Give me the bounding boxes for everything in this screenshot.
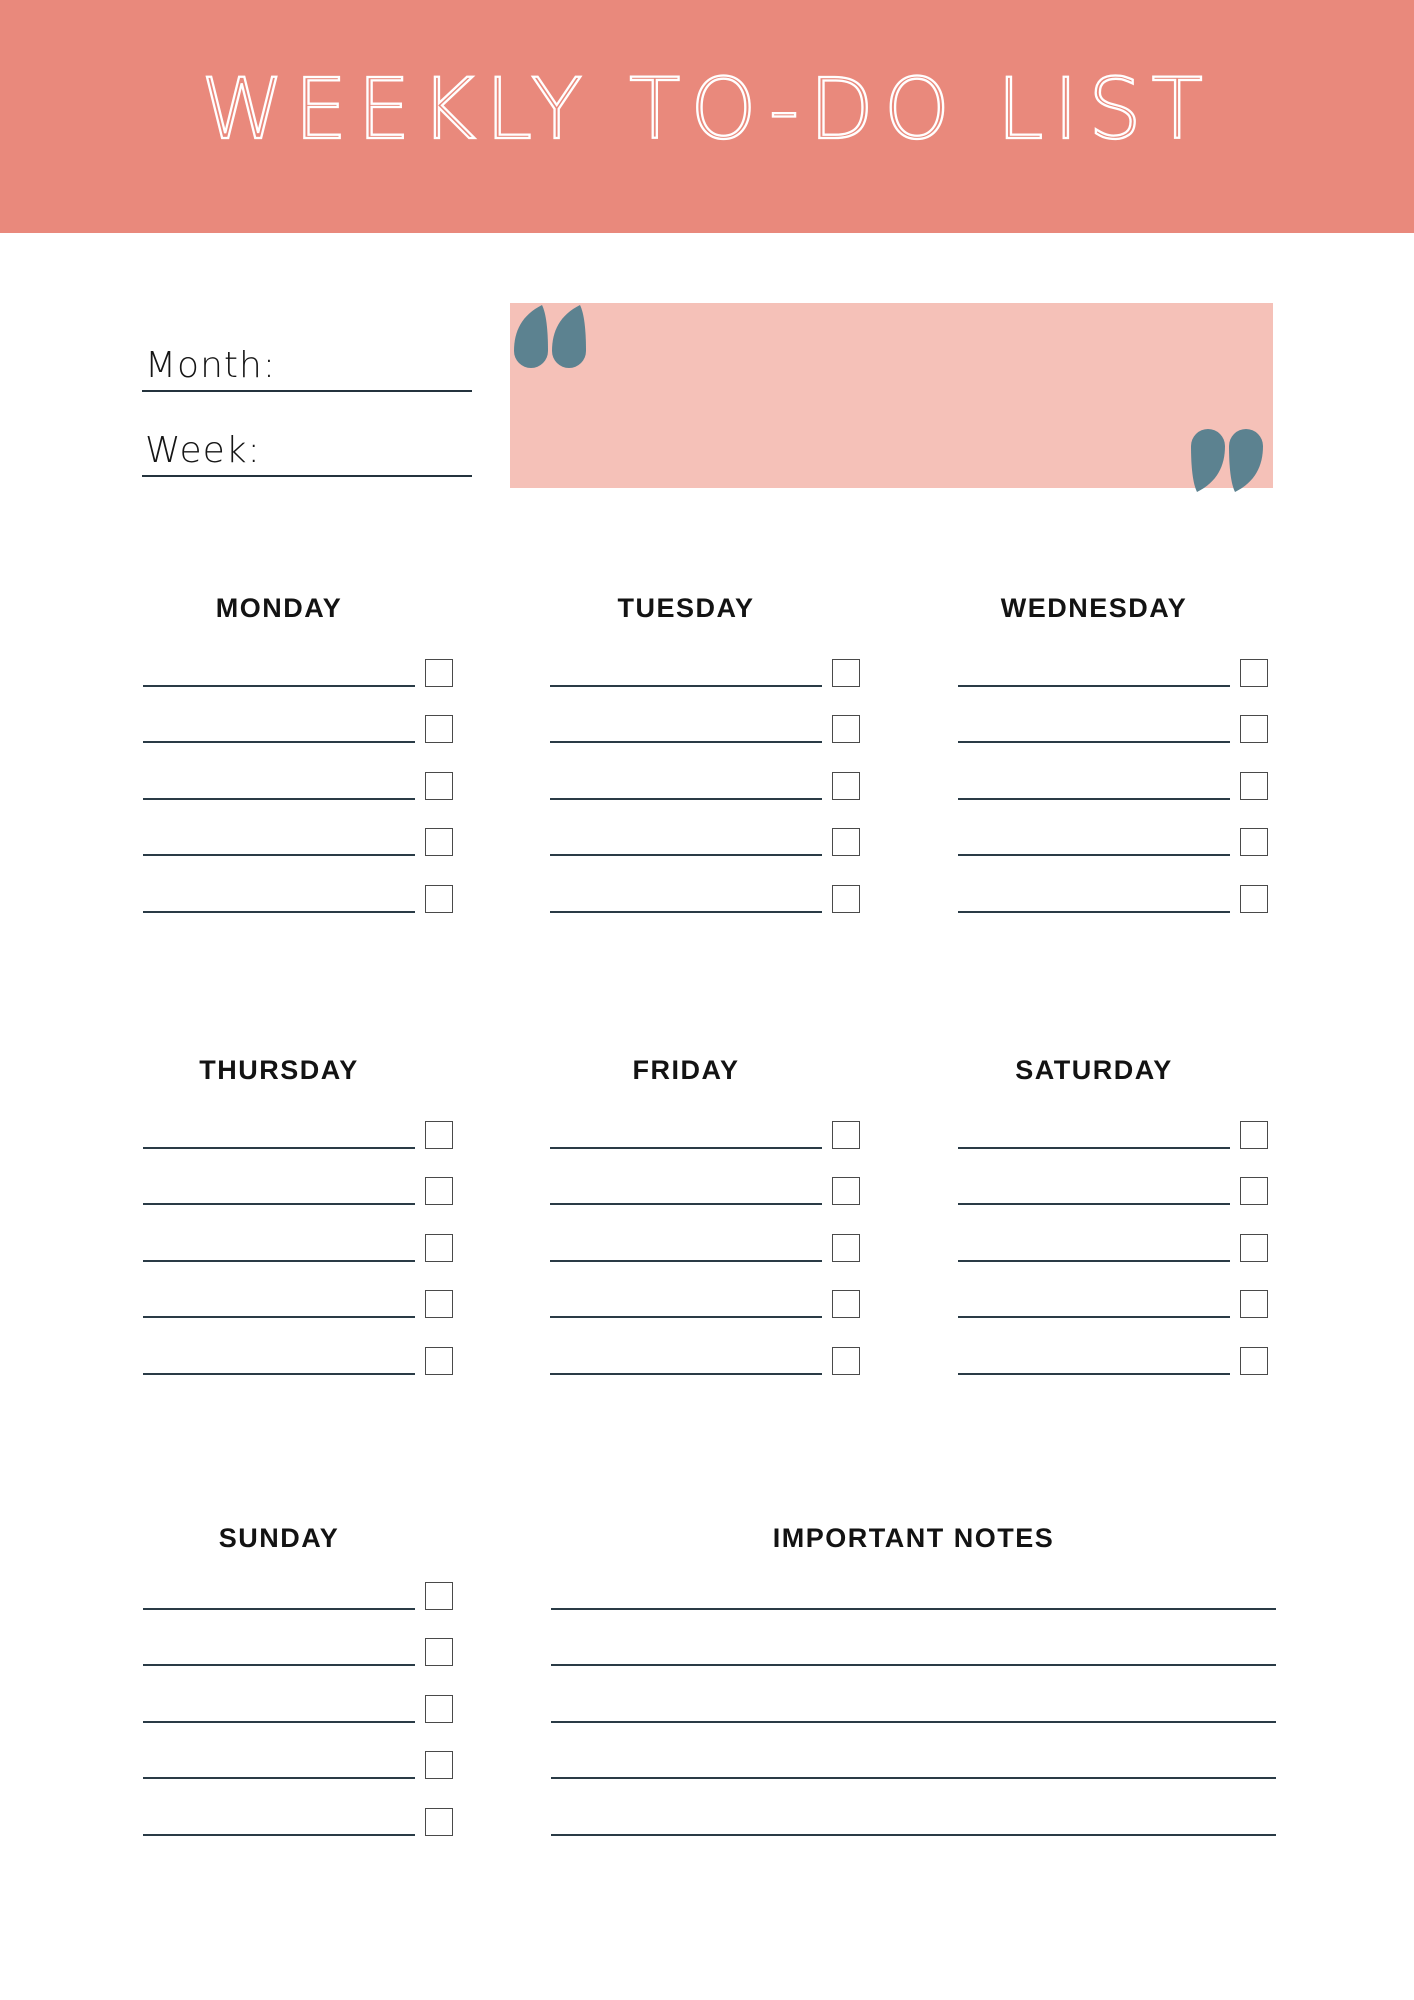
task-row [550,630,862,687]
quote-box [510,303,1273,488]
day-title-wednesday: WEDNESDAY [1000,593,1188,623]
open-quote-icon [514,305,586,368]
task-input-line[interactable] [143,1779,415,1836]
task-input-line[interactable] [143,630,415,687]
task-row [550,743,862,800]
task-input-line[interactable] [550,1092,822,1149]
task-input-line[interactable] [550,800,822,857]
task-checkbox[interactable] [832,772,860,800]
task-input-line[interactable] [143,1723,415,1780]
task-row [143,1262,455,1319]
day-section-saturday [958,1056,1270,1375]
task-checkbox[interactable] [1240,1234,1268,1262]
important-notes-title: IMPORTANT NOTES [772,1523,1055,1553]
task-checkbox[interactable] [832,1234,860,1262]
task-checkbox[interactable] [1240,715,1268,743]
task-checkbox[interactable] [425,1177,453,1205]
task-input-line[interactable] [143,1149,415,1206]
day-section-tuesday [550,594,862,913]
task-row [958,687,1270,744]
task-input-line[interactable] [143,1553,415,1610]
task-checkbox[interactable] [425,1290,453,1318]
day-title-sunday: SUNDAY [218,1523,340,1553]
day-section-friday [550,1056,862,1375]
task-input-line[interactable] [550,687,822,744]
task-checkbox[interactable] [1240,772,1268,800]
task-checkbox[interactable] [1240,1121,1268,1149]
task-checkbox[interactable] [425,1347,453,1375]
task-checkbox[interactable] [1240,885,1268,913]
task-input-line[interactable] [143,1610,415,1667]
task-input-line[interactable] [143,1666,415,1723]
task-checkbox[interactable] [1240,1290,1268,1318]
notes-input-line[interactable] [551,1666,1276,1723]
task-row [550,1092,862,1149]
week-label: Week: [145,430,261,471]
task-checkbox[interactable] [1240,659,1268,687]
month-input-line[interactable] [142,390,472,392]
task-input-line[interactable] [550,1205,822,1262]
header-banner [0,0,1414,233]
task-input-line[interactable] [958,687,1230,744]
day-section-sunday [143,1524,455,1836]
day-section-monday [143,594,455,913]
task-input-line[interactable] [958,1149,1230,1206]
note-row [551,1666,1276,1723]
page-title: WEEKLY TO-DO LIST [201,59,1213,158]
task-checkbox[interactable] [425,1582,453,1610]
notes-input-line[interactable] [551,1610,1276,1667]
task-checkbox[interactable] [425,715,453,743]
task-row [958,1205,1270,1262]
task-input-line[interactable] [143,1092,415,1149]
task-checkbox[interactable] [425,659,453,687]
task-row [958,1149,1270,1206]
task-row [550,1205,862,1262]
task-input-line[interactable] [143,687,415,744]
task-row [550,1262,862,1319]
task-checkbox[interactable] [832,1177,860,1205]
task-row [958,1262,1270,1319]
task-checkbox[interactable] [832,885,860,913]
task-row [958,1092,1270,1149]
task-input-line[interactable] [958,1205,1230,1262]
task-row [143,743,455,800]
task-checkbox[interactable] [1240,1177,1268,1205]
task-checkbox[interactable] [832,715,860,743]
task-row [143,1092,455,1149]
task-row [958,743,1270,800]
task-checkbox[interactable] [832,828,860,856]
task-input-line[interactable] [958,1092,1230,1149]
task-input-line[interactable] [550,1262,822,1319]
notes-input-line[interactable] [551,1723,1276,1780]
task-input-line[interactable] [143,1205,415,1262]
task-row [143,1610,455,1667]
task-input-line[interactable] [550,1318,822,1375]
task-row [958,1318,1270,1375]
task-checkbox[interactable] [425,772,453,800]
task-row [143,1666,455,1723]
day-title-thursday: THURSDAY [199,1055,359,1085]
task-checkbox[interactable] [832,659,860,687]
task-checkbox[interactable] [1240,828,1268,856]
day-title-tuesday: TUESDAY [617,593,755,623]
task-input-line[interactable] [958,1262,1230,1319]
notes-input-line[interactable] [551,1779,1276,1836]
task-row [958,630,1270,687]
task-row [958,800,1270,857]
task-checkbox[interactable] [1240,1347,1268,1375]
task-input-line[interactable] [550,743,822,800]
task-input-line[interactable] [143,856,415,913]
day-title-saturday: SATURDAY [1015,1055,1173,1085]
task-row [143,1779,455,1836]
task-input-line[interactable] [958,856,1230,913]
day-title-friday: FRIDAY [632,1055,740,1085]
task-checkbox[interactable] [832,1347,860,1375]
task-input-line[interactable] [143,743,415,800]
task-row [143,1318,455,1375]
day-section-wednesday [958,594,1270,913]
task-input-line[interactable] [958,743,1230,800]
notes-input-line[interactable] [551,1553,1276,1610]
task-input-line[interactable] [143,1318,415,1375]
task-checkbox[interactable] [832,1290,860,1318]
task-row [550,800,862,857]
task-input-line[interactable] [143,800,415,857]
task-row [550,1149,862,1206]
task-input-line[interactable] [550,856,822,913]
task-checkbox[interactable] [425,1695,453,1723]
day-section-thursday [143,1056,455,1375]
task-row [143,800,455,857]
note-row [551,1723,1276,1780]
task-row [550,687,862,744]
task-checkbox[interactable] [425,1121,453,1149]
note-row [551,1610,1276,1667]
task-row [143,1553,455,1610]
task-checkbox[interactable] [425,885,453,913]
task-row [958,856,1270,913]
task-input-line[interactable] [958,630,1230,687]
task-row [550,856,862,913]
task-checkbox[interactable] [425,1751,453,1779]
task-input-line[interactable] [958,800,1230,857]
task-row [143,687,455,744]
task-row [143,1149,455,1206]
important-notes-section [551,1524,1276,1836]
task-input-line[interactable] [550,630,822,687]
note-row [551,1779,1276,1836]
month-label: Month: [145,345,276,386]
close-quote-icon [1191,429,1263,492]
task-checkbox[interactable] [425,1638,453,1666]
task-checkbox[interactable] [425,1808,453,1836]
task-input-line[interactable] [143,1262,415,1319]
task-input-line[interactable] [958,1318,1230,1375]
task-checkbox[interactable] [425,828,453,856]
task-row [143,856,455,913]
task-checkbox[interactable] [832,1121,860,1149]
task-input-line[interactable] [550,1149,822,1206]
task-checkbox[interactable] [425,1234,453,1262]
task-row [550,1318,862,1375]
task-row [143,630,455,687]
week-input-line[interactable] [142,475,472,477]
day-title-monday: MONDAY [215,593,343,623]
task-row [143,1205,455,1262]
note-row [551,1553,1276,1610]
task-row [143,1723,455,1780]
